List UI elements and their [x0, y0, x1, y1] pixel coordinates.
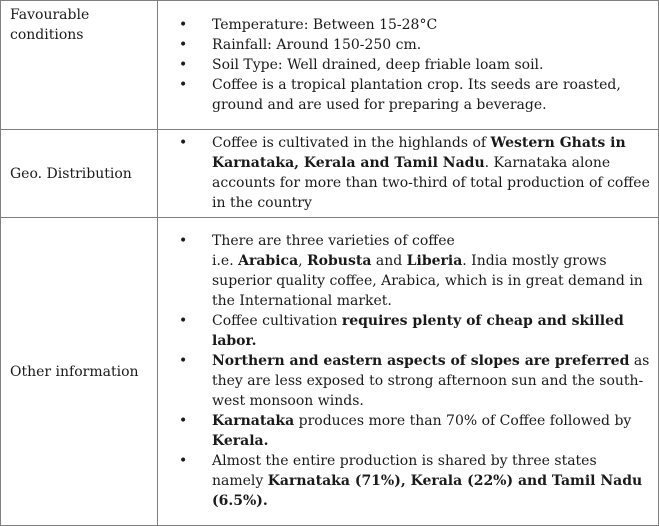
bullet-item [212, 75, 652, 115]
bullet-item [212, 311, 652, 351]
row-label: Favourable conditions [1, 1, 158, 130]
row-other-information [1, 218, 659, 526]
row-content [158, 130, 659, 218]
bullet-item [212, 411, 652, 451]
bullet-item [212, 133, 652, 213]
row-label: Geo. Distribution [1, 130, 158, 218]
text: Coffee is cultivated in the highlands of [212, 135, 491, 151]
text: and [371, 253, 407, 269]
bullet-item [212, 231, 652, 311]
bullet-item [212, 55, 652, 75]
bold-text: Northern and eastern aspects of slopes are preferred [212, 353, 630, 369]
text: produces more than 70% of Coffee followed by [294, 413, 632, 429]
bullet-item [212, 35, 652, 55]
bullet-item [212, 451, 652, 511]
text: , [298, 253, 308, 269]
bold-text: Liberia [406, 253, 463, 269]
text: Temperature: Between 15-28°C [212, 16, 438, 33]
text: There are three varieties of coffee [212, 233, 455, 249]
text: Almost the entire production is shared by three states namely [212, 453, 597, 489]
text: Rainfall: Around 150-250 cm. [212, 36, 422, 53]
text: Coffee cultivation [212, 313, 342, 329]
row-favourable-conditions [1, 1, 659, 130]
bold-text: Kerala. [212, 433, 269, 449]
text: Soil Type: Well drained, deep friable loam soil. [212, 56, 544, 73]
row-content [158, 218, 659, 526]
bold-text: Robusta [307, 253, 372, 269]
bold-text: Western Ghats in Karnataka, Kerala and Tamil Nadu [212, 135, 626, 171]
bullet-item [212, 351, 652, 411]
text: as they are less exposed to strong afternoon sun and the south-west monsoon winds. [212, 353, 650, 409]
bullet-item [212, 15, 652, 35]
bold-text: Karnataka (71%), Kerala (22%) and Tamil Nadu (6.5%). [212, 473, 643, 509]
bold-text: Karnataka [212, 413, 295, 429]
row-content [158, 1, 659, 130]
text: Coffee is a tropical plantation crop. Its seeds are roasted, ground and are used for preparing a beverage. [212, 76, 621, 113]
bold-text: Arabica [238, 253, 299, 269]
bullet-list [158, 15, 652, 115]
text: i.e. [212, 253, 239, 269]
text: . Karnataka alone accounts for more than two-third of total production of coffee in the country [212, 155, 650, 211]
row-label: Other information [1, 218, 158, 526]
bullet-list [158, 231, 652, 511]
text: . India mostly grows superior quality coffee, Arabica, which is in great demand in the International market. [212, 253, 643, 309]
bullet-list [158, 133, 652, 213]
row-geo-distribution [1, 130, 659, 218]
bold-text: requires plenty of cheap and skilled labor. [212, 313, 624, 349]
